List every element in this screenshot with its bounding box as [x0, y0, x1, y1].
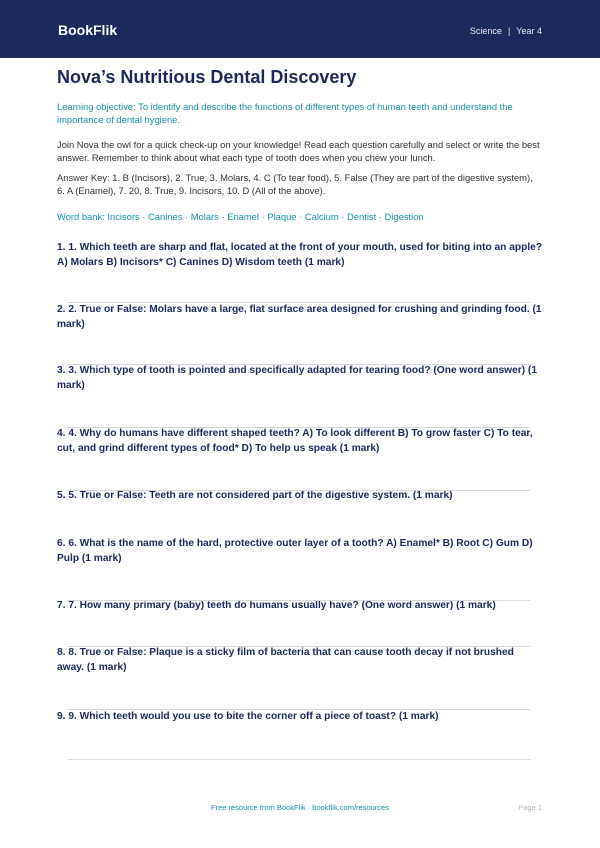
question-2: 2. 2. True or False: Molars have a large, flat surface area designed for crushing and grinding food. (1 mark)	[57, 304, 542, 330]
question-7: 7. 7. How many primary (baby) teeth do humans usually have? (One word answer) (1 mark)	[57, 600, 496, 611]
intro-text: Join Nova the owl for a quick check-up on your knowledge! Read each question carefully and select or write the best answer. Remember to think about what each type of tooth does when you chew your lunch.	[57, 139, 540, 163]
answer-line-4[interactable]	[67, 490, 530, 491]
page-title: Nova’s Nutritious Dental Discovery	[57, 67, 357, 87]
brand-logo[interactable]: BookFlik	[58, 22, 118, 38]
question-4: 4. 4. Why do humans have different shaped teeth? A) To look different B) To grow faster C) To tear, cut, and grind different types of food* D) To help us speak (1 mark)	[57, 428, 533, 454]
answer-line-5[interactable]	[67, 600, 530, 601]
question-5: 5. 5. True or False: Teeth are not considered part of the digestive system. (1 mark)	[57, 490, 453, 501]
question-3: 3. 3. Which type of tooth is pointed and specifically adapted for tearing food? (One word answer) (1 mark)	[57, 365, 537, 391]
page-number: Page 1	[518, 803, 542, 812]
answer-line-1[interactable]	[67, 302, 530, 303]
answer-line-3[interactable]	[67, 427, 530, 428]
footer-text[interactable]: Free resource from BookFlik · bookflik.com/resources	[211, 803, 389, 812]
answer-line-8[interactable]	[68, 759, 531, 760]
question-8: 8. 8. True or False: Plaque is a sticky film of bacteria that can cause tooth decay if not brushed away. (1 mark)	[57, 647, 514, 673]
word-bank: Word bank: Incisors · Canines · Molars · Enamel · Plaque · Calcium · Dentist · Digestion	[57, 211, 424, 222]
year-label: Year 4	[516, 26, 542, 36]
subject-label: Science	[469, 26, 502, 36]
answer-key: Answer Key: 1. B (Incisors), 2. True, 3. Molars, 4. C (To tear food), 5. False (They are part of the digestive system), 6. A (Enamel), 7. 20, 8. True, 9. Incisors, 10. D (All of the above).	[57, 172, 533, 196]
question-9: 9. 9. Which teeth would you use to bite the corner off a piece of toast? (1 mark)	[57, 711, 439, 722]
question-6: 6. 6. What is the name of the hard, protective outer layer of a tooth? A) Enamel* B) Root C) Gum D) Pulp (1 mark)	[57, 538, 533, 564]
meta-separator: |	[507, 26, 511, 36]
page-header	[0, 0, 600, 58]
answer-line-2[interactable]	[67, 364, 530, 365]
header-meta	[470, 26, 542, 36]
question-1: 1. 1. Which teeth are sharp and flat, located at the front of your mouth, used for biting into an apple? A) Molars B) Incisors* C) Canines D) Wisdom teeth (1 mark)	[57, 242, 543, 268]
answer-line-6[interactable]	[67, 646, 530, 647]
answer-line-7[interactable]	[67, 709, 530, 710]
learning-objective: Learning objective: To identify and describe the functions of different types of human teeth and understand the importance of dental hygiene.	[57, 101, 513, 125]
